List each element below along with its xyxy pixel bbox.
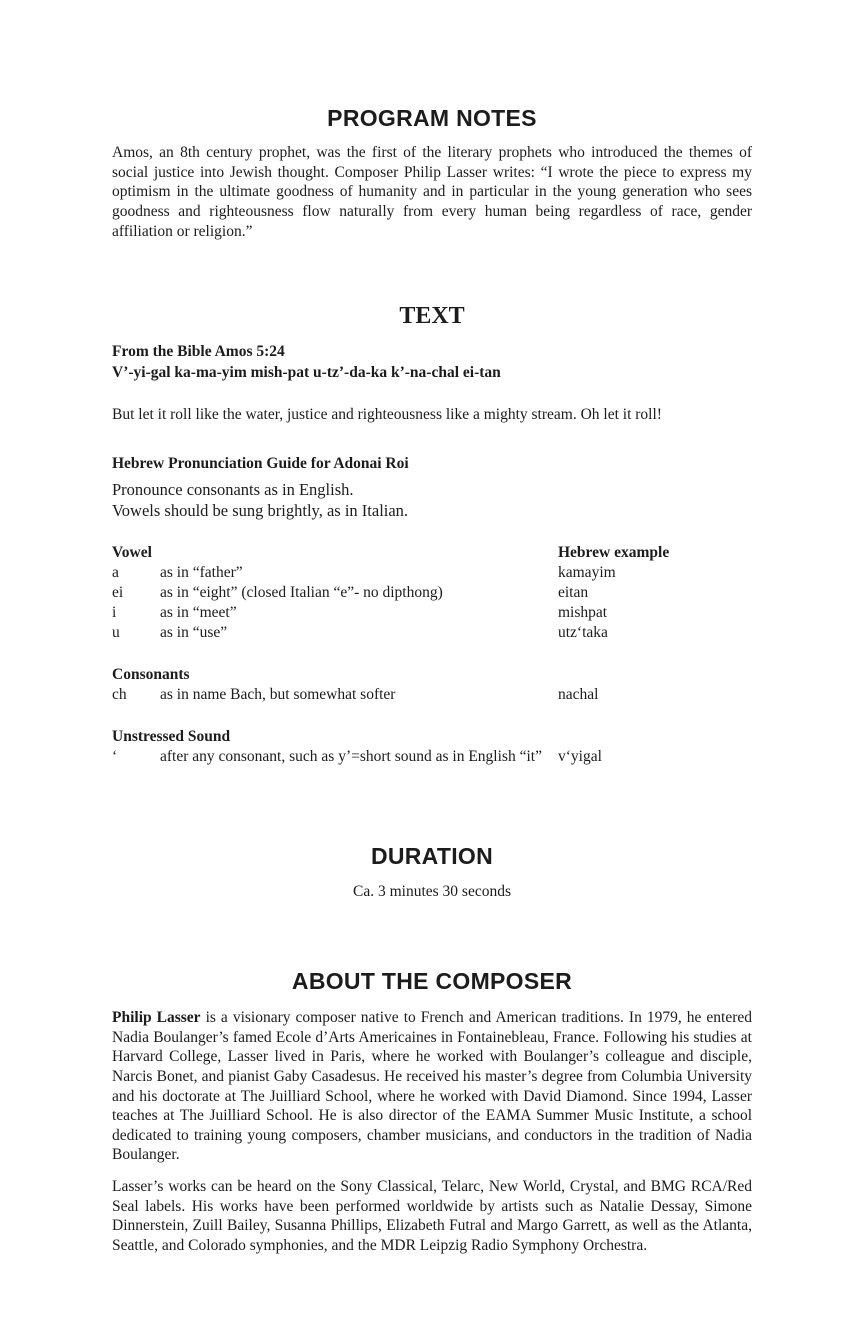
text-block bbox=[112, 342, 752, 426]
vowel-description: as in “father” bbox=[160, 564, 243, 582]
pronunciation-intro-line: Pronounce consonants as in English. bbox=[112, 480, 354, 500]
vowel-symbol: ei bbox=[112, 584, 124, 602]
spacer-cell bbox=[160, 543, 558, 563]
duration-heading: DURATION bbox=[370, 843, 494, 870]
composer-name: Philip Lasser bbox=[112, 1009, 201, 1027]
consonant-description: as in name Bach, but somewhat softer bbox=[160, 686, 396, 704]
vowel-example: kamayim bbox=[558, 564, 616, 582]
bible-source-line: From the Bible Amos 5:24 bbox=[112, 343, 285, 361]
vowel-table bbox=[112, 543, 752, 643]
pronunciation-guide-heading: Hebrew Pronunciation Guide for Adonai Roi bbox=[112, 455, 409, 473]
unstressed-table bbox=[112, 747, 752, 767]
vowel-description: as in “eight” (closed Italian “e”- no dipthong) bbox=[160, 584, 443, 602]
consonant-symbol: ch bbox=[112, 686, 127, 704]
unstressed-sound-label: Unstressed Sound bbox=[112, 728, 231, 746]
consonants-label: Consonants bbox=[112, 666, 190, 684]
composer-paragraph-1-text: is a visionary composer native to French and American traditions. In 1979, he entered Nadia Boulanger’s famed Ecole d’Arts Americaines in Fontainebleau, France. Following his studies at Harvard College, Lasser lived in Paris, where he worked with Boulanger’s colleague and disciple, Narcis Bonet, and pianist Gaby Casadesus. He received his master’s degree from Columbia University and his doctorate at The Juilliard School, where he worked with David Diamond. Since 1994, Lasser teaches at The Juilliard School. He is also director of the EAMA Summer Music Institute, a school dedicated to training young composers, chamber musicians, and conductors in the tradition of Nadia Boulanger. bbox=[112, 1009, 752, 1164]
about-composer-heading: ABOUT THE COMPOSER bbox=[291, 968, 573, 995]
program-notes-paragraph: Amos, an 8th century prophet, was the first of the literary prophets who introduced the themes of social justice into Jewish thought. Composer Philip Lasser writes: “I wrote the piece to express my optimism in the ultimate goodness of humanity and in particular in the young generation who sees goodness and righteousness flow naturally from every human being regardless of race, gender affiliation or religion.” bbox=[112, 144, 752, 240]
transliteration-line: V’-yi-gal ka-ma-yim mish-pat u-tz’-da-ka k’-na-chal ei-tan bbox=[112, 364, 501, 382]
vowel-symbol: a bbox=[112, 564, 119, 582]
vowel-example: mishpat bbox=[558, 604, 608, 622]
pronunciation-intro-line: Vowels should be sung brightly, as in Italian. bbox=[112, 501, 409, 521]
vowel-column-header: Vowel bbox=[112, 544, 152, 562]
duration-value: Ca. 3 minutes 30 seconds bbox=[353, 883, 511, 901]
unstressed-symbol: ‘ bbox=[112, 748, 118, 766]
pronunciation-intro bbox=[112, 479, 752, 521]
translation-line: But let it roll like the water, justice and righteousness like a mighty stream. Oh let it roll! bbox=[112, 406, 662, 424]
composer-paragraph-1 bbox=[112, 1008, 752, 1165]
composer-paragraph-2: Lasser’s works can be heard on the Sony Classical, Telarc, New World, Crystal, and BMG RCA/Red Seal labels. His works have been performed worldwide by artists such as Natalie Dessay, Simone Dinnerstein, Zuill Bailey, Susanna Phillips, Elizabeth Futral and Margo Garrett, as well as the Atlanta, Seattle, and Colorado symphonies, and the MDR Leipzig Radio Symphony Orchestra. bbox=[112, 1178, 752, 1254]
consonant-table bbox=[112, 685, 752, 705]
program-notes-heading: PROGRAM NOTES bbox=[327, 105, 537, 131]
text-heading: TEXT bbox=[399, 303, 465, 330]
vowel-description: as in “meet” bbox=[160, 604, 237, 622]
vowel-example: eitan bbox=[558, 584, 589, 602]
unstressed-example: v‘yigal bbox=[558, 748, 602, 766]
consonant-example: nachal bbox=[558, 686, 599, 704]
unstressed-description: after any consonant, such as y’=short sound as in English “it” bbox=[160, 748, 542, 766]
vowel-symbol: i bbox=[112, 604, 117, 622]
vowel-example: utz‘taka bbox=[558, 624, 608, 642]
hebrew-example-column-header: Hebrew example bbox=[558, 544, 670, 562]
vowel-description: as in “use” bbox=[160, 624, 228, 642]
vowel-symbol: u bbox=[112, 624, 120, 642]
